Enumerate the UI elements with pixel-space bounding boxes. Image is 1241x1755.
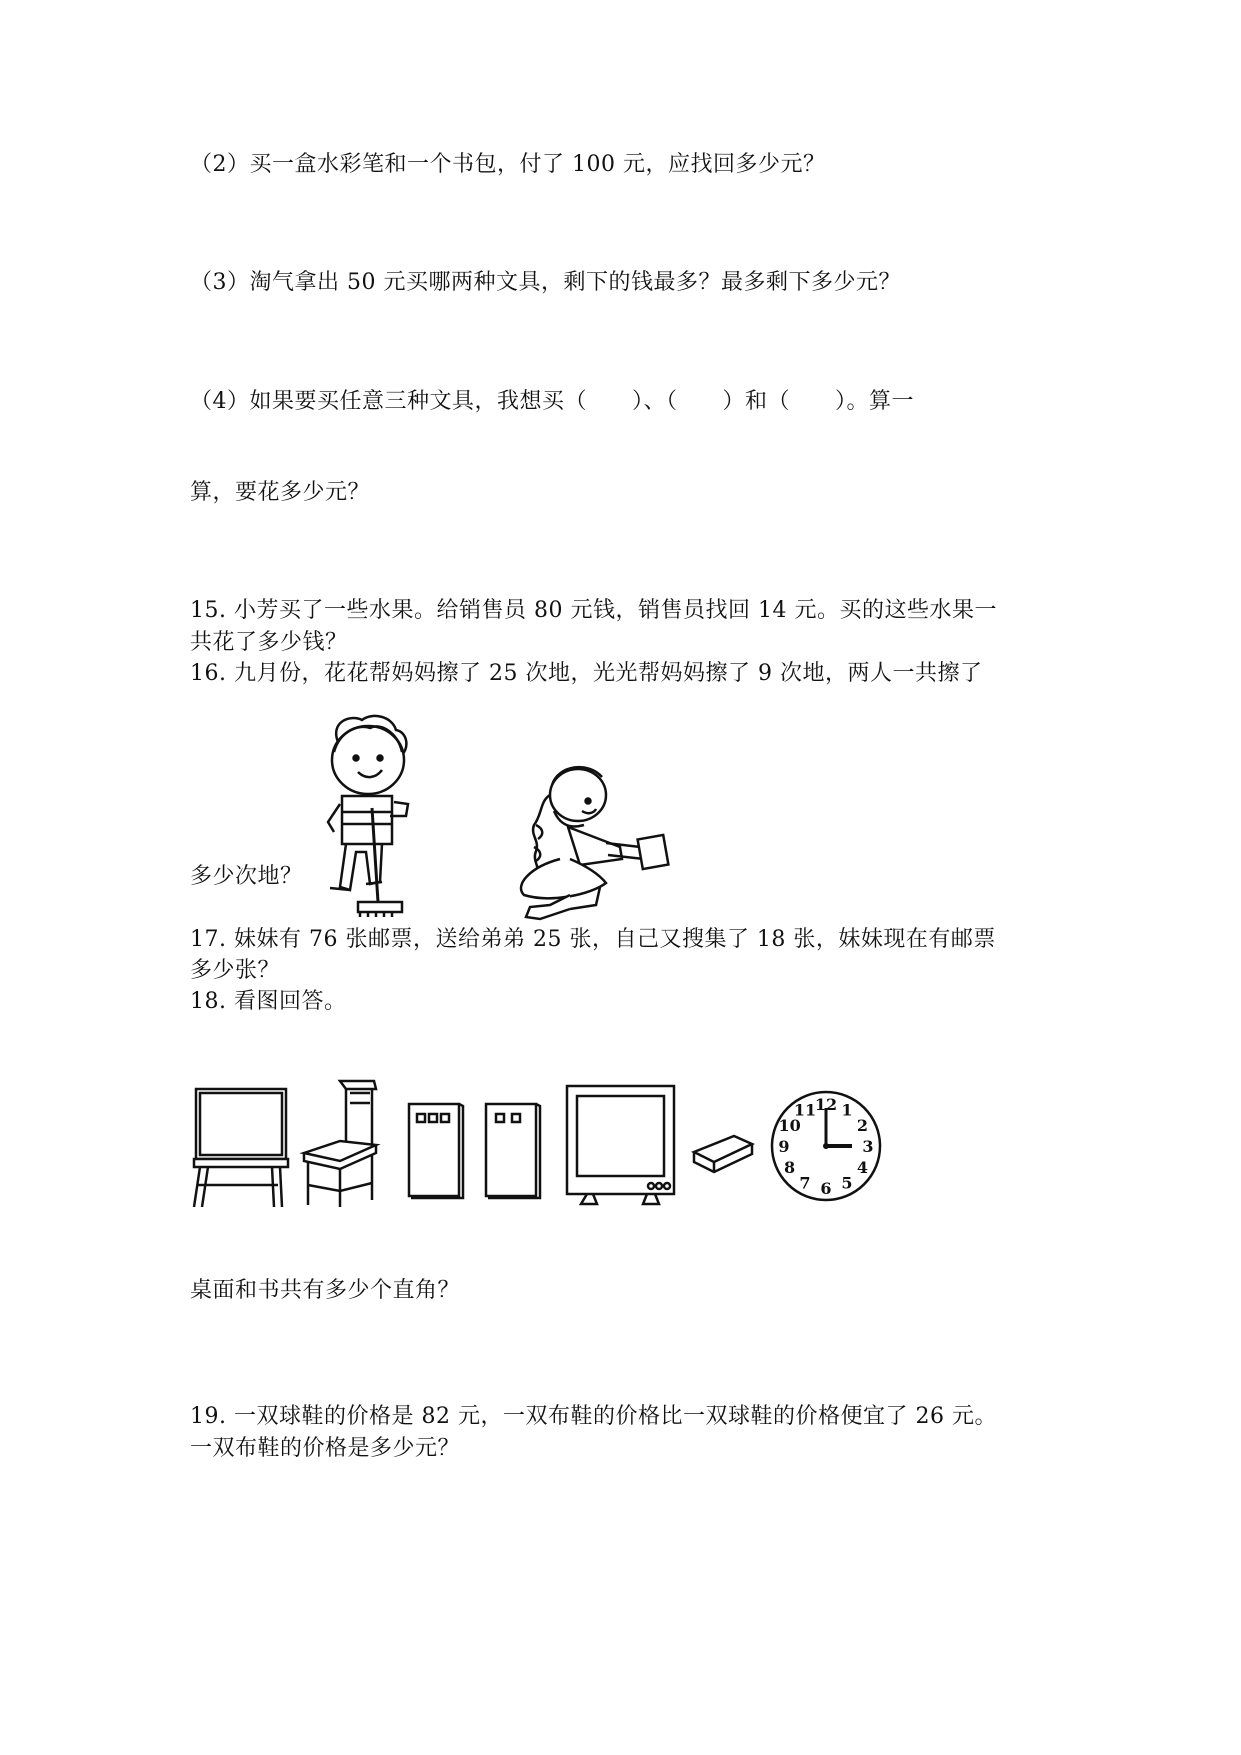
chair-icon [300,1075,380,1214]
question-19-line2: 一双布鞋的价格是多少元？ [190,1436,461,1461]
question-18-line2: 桌面和书共有多少个直角？ [190,1278,461,1303]
book-icon [482,1100,542,1204]
question-14-part-4-line1: （4）如果要买任意三种文具，我想买（ ）、（ ）和（ ）。算一 [190,389,914,414]
question-17-line1: 17. 妹妹有 76 张邮票，送给弟弟 25 张，自己又搜集了 18 张，妹妹现在有邮票 [190,927,996,952]
clock-numeral: 11 [793,1100,817,1120]
eraser-icon [688,1130,758,1179]
question-15-line2: 共花了多少钱？ [190,630,348,655]
question-16-line2: 多少次地？ [190,864,303,889]
clock-numeral: 12 [814,1095,838,1114]
clock-face [768,1088,884,1204]
clock-numeral: 4 [856,1158,868,1177]
clock-icon [768,1088,884,1208]
girl-wiping-floor-icon [510,755,680,929]
clock-numeral: 3 [862,1137,874,1156]
clock-numeral: 8 [784,1158,796,1177]
clock-numeral: 9 [778,1137,790,1156]
desk-icon [192,1085,292,1214]
book-icon [405,1100,465,1204]
clock-numeral: 1 [841,1100,853,1120]
question-18-line1: 18. 看图回答。 [190,989,347,1014]
question-16-line1: 16. 九月份，花花帮妈妈擦了 25 次地，光光帮妈妈擦了 9 次地，两人一共擦了 [190,661,983,686]
clock-numeral: 10 [778,1116,801,1135]
question-14-part-2: （2）买一盒水彩笔和一个书包，付了 100 元，应找回多少元？ [190,152,826,177]
question-19-line1: 19. 一双球鞋的价格是 82 元，一双布鞋的价格比一双球鞋的价格便宜了 26 元。 [190,1404,997,1429]
question-14-part-3: （3）淘气拿出 50 元买哪两种文具，剩下的钱最多？最多剩下多少元？ [190,270,901,295]
clock-numeral: 6 [820,1179,832,1198]
tv-icon [563,1082,678,1211]
boy-mopping-icon [300,712,430,921]
clock-numeral: 2 [856,1116,868,1135]
clock-numeral: 7 [799,1173,811,1193]
clock-numeral: 5 [841,1173,853,1193]
question-14-part-4-line2: 算，要花多少元？ [190,480,371,505]
question-17-line2: 多少张？ [190,958,281,983]
question-15-line1: 15. 小芳买了一些水果。给销售员 80 元钱，销售员找回 14 元。买的这些水果一 [190,598,997,623]
